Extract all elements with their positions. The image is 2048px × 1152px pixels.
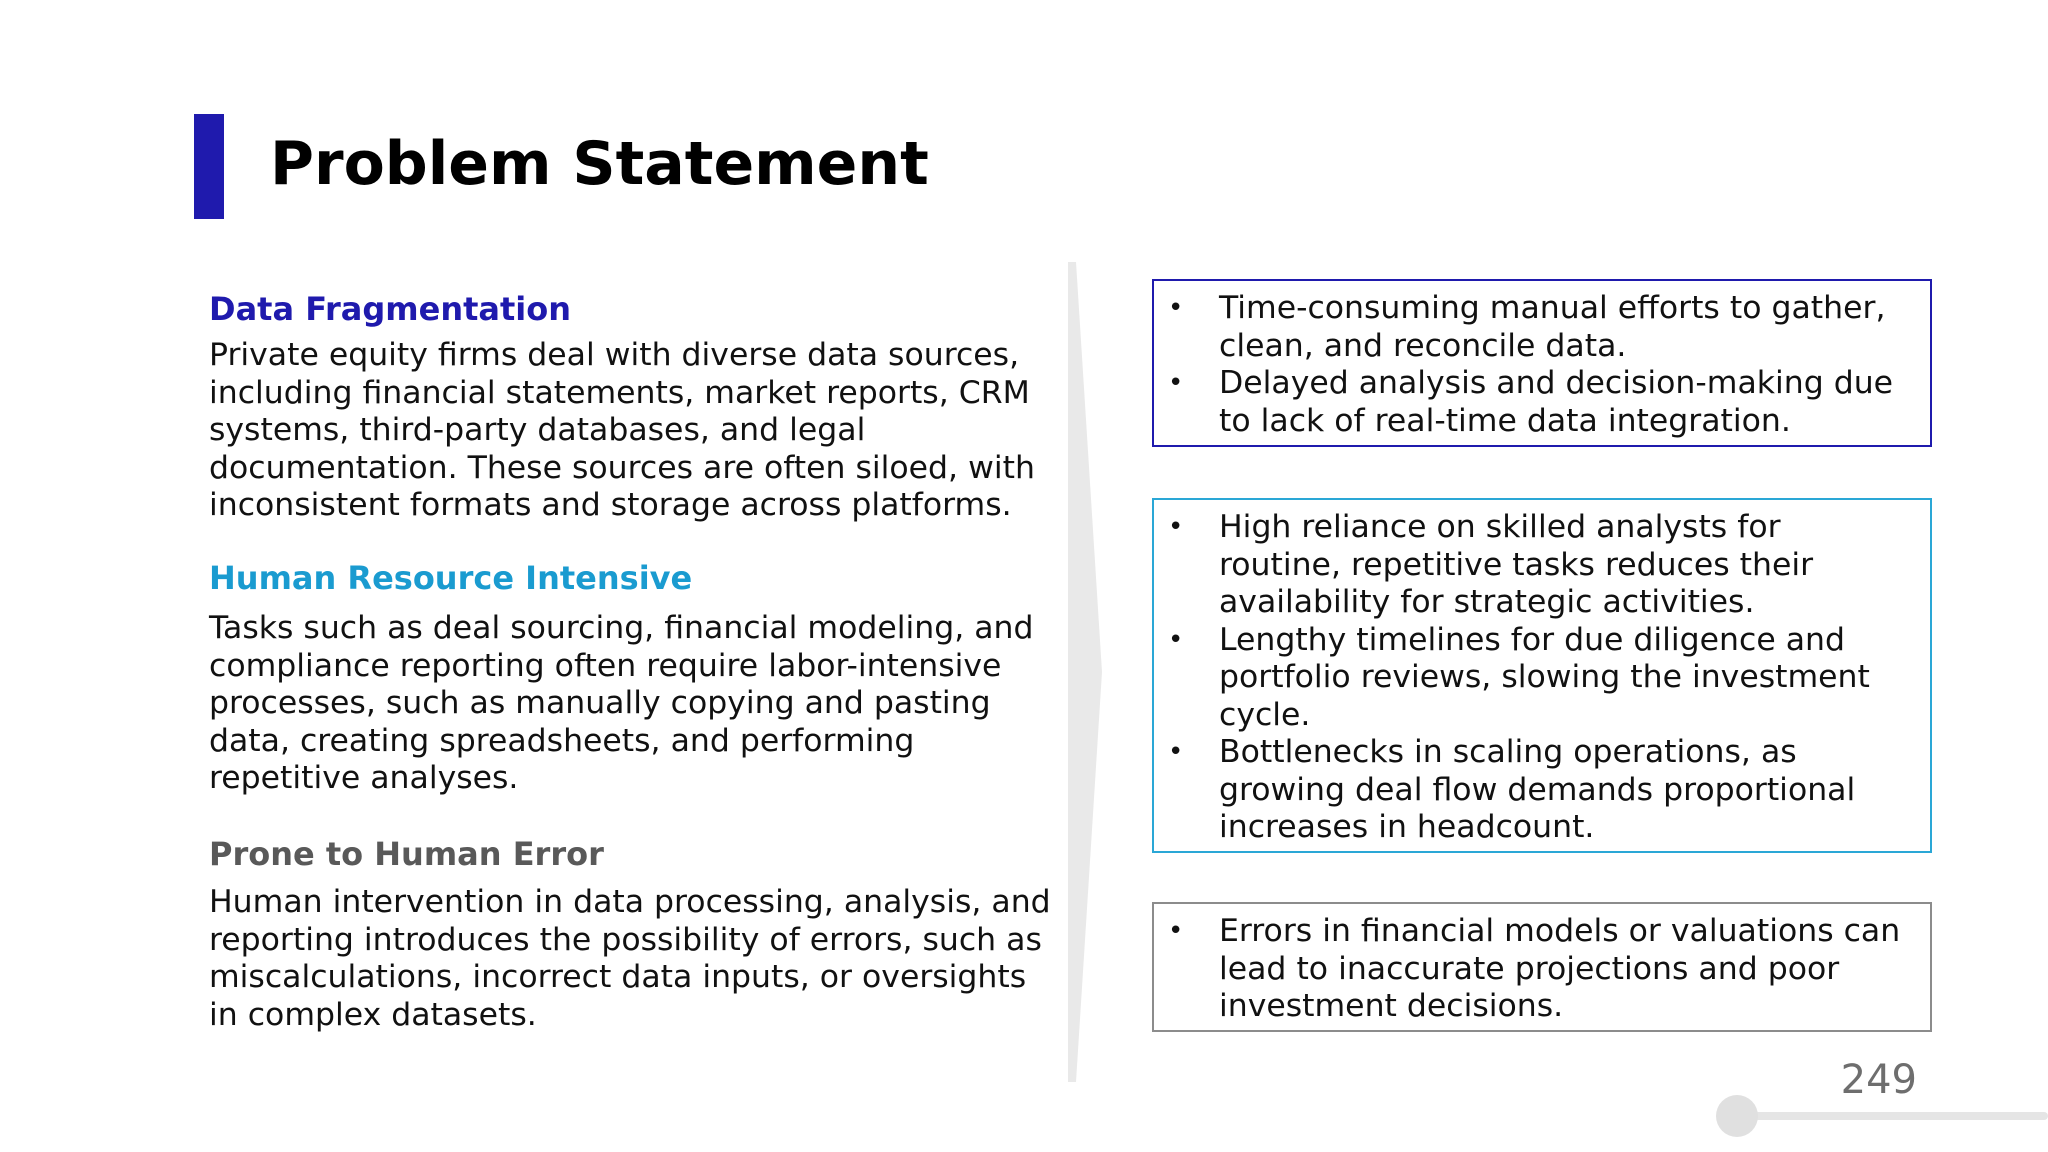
bullet-list <box>1154 500 1930 847</box>
list-item: • Bottlenecks in scaling operations, as growing deal flow demands proportional increases in headcount. <box>1168 734 1856 845</box>
bullet-icon: • <box>1168 916 1184 946</box>
bullet-icon: • <box>1168 512 1184 542</box>
impact-box-data-fragmentation <box>1152 279 1932 447</box>
page-number: 249 <box>1840 1057 1917 1103</box>
bullet-list <box>1154 904 1930 1026</box>
bullet-list <box>1154 281 1930 440</box>
slide-progress-handle[interactable] <box>1716 1095 1758 1137</box>
impact-box-human-resource-intensive <box>1152 498 1932 853</box>
title-accent-bar <box>194 114 224 219</box>
slide-progress-track[interactable] <box>1738 1112 2048 1120</box>
section-body-prone-to-human-error: Human intervention in data processing, analysis, and reporting introduces the possibility of errors, such as miscalculations, incorrect data inputs, or oversights in complex datasets. <box>209 884 1051 1033</box>
page-title: Problem Statement <box>270 129 929 199</box>
section-heading-data-fragmentation: Data Fragmentation <box>209 290 572 328</box>
chevron-divider-icon <box>1068 262 1104 1082</box>
list-item: • High reliance on skilled analysts for routine, repetitive tasks reduces their availability for strategic activities. <box>1168 509 1814 620</box>
bullet-icon: • <box>1168 293 1184 323</box>
section-heading-prone-to-human-error: Prone to Human Error <box>209 835 604 873</box>
bullet-icon: • <box>1168 368 1184 398</box>
bullet-icon: • <box>1168 624 1184 655</box>
list-item: • Errors in financial models or valuations can lead to inaccurate projections and poor investment decisions. <box>1168 913 1901 1024</box>
bullet-icon: • <box>1168 737 1184 767</box>
section-body-human-resource-intensive: Tasks such as deal sourcing, financial modeling, and compliance reporting often require labor-intensive processes, such as manually copying and pasting data, creating spreadsheets, and performing repetitive analyses. <box>209 610 1034 796</box>
section-body-data-fragmentation: Private equity firms deal with diverse data sources, including financial statements, market reports, CRM systems, third-party databases, and legal documentation. These sources are often siloed, with inconsistent formats and storage across platforms. <box>209 337 1035 523</box>
list-item: • Time-consuming manual efforts to gather, clean, and reconcile data. <box>1168 290 1886 364</box>
list-item: • Delayed analysis and decision-making due to lack of real-time data integration. <box>1168 365 1894 439</box>
section-heading-human-resource-intensive: Human Resource Intensive <box>209 559 693 597</box>
impact-box-prone-to-human-error <box>1152 902 1932 1032</box>
list-item: • Lengthy timelines for due diligence and portfolio reviews, slowing the investment cycle. <box>1168 621 1870 733</box>
